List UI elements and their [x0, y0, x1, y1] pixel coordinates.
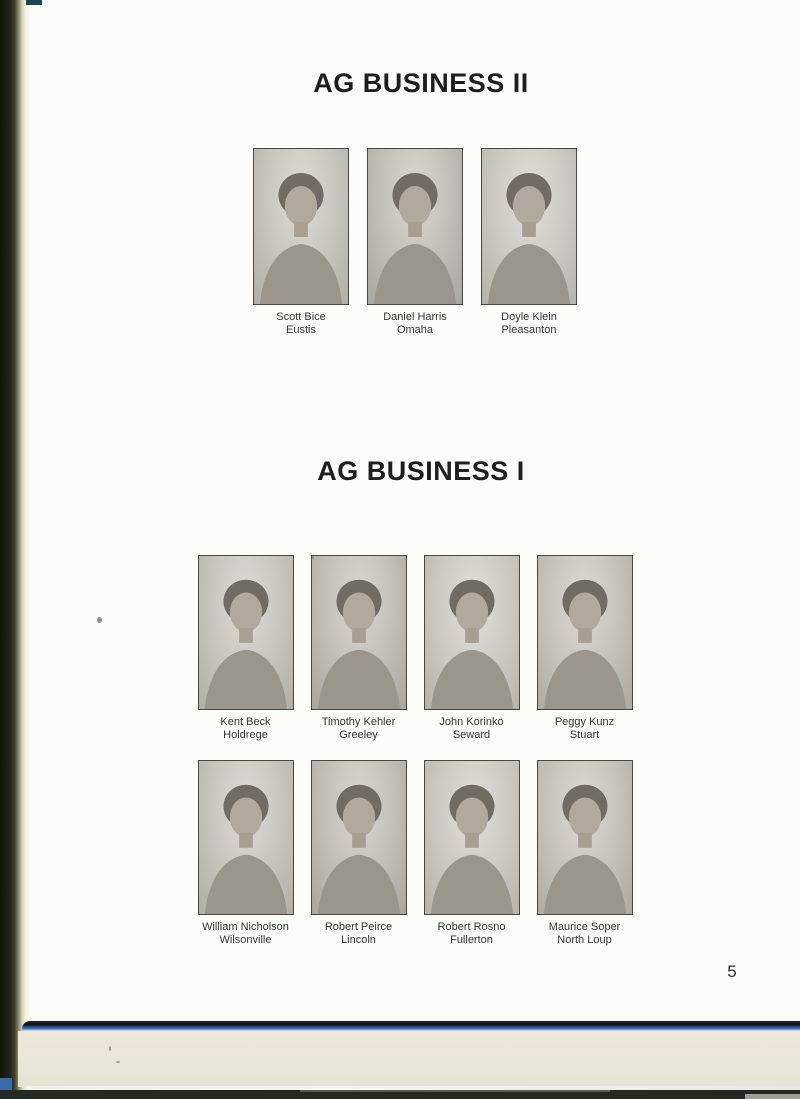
photo-row-ag-business-1-top: [30, 555, 800, 742]
under-page-cream: [18, 1031, 800, 1087]
person-silhouette-icon: [199, 761, 293, 914]
student-entry: [367, 148, 463, 337]
scan-speck: [97, 617, 102, 623]
portrait-photo: [481, 148, 577, 305]
student-entry: [424, 555, 520, 742]
student-name: Maurice Soper: [548, 921, 621, 933]
student-hometown: Eustis: [286, 324, 316, 336]
student-name: William Nicholson: [202, 921, 289, 933]
person-silhouette-icon: [425, 556, 519, 709]
student-hometown: Greeley: [339, 729, 378, 741]
scan-speck: [312, 556, 314, 559]
student-name: Timothy Kehler: [321, 716, 396, 728]
student-hometown: North Loup: [557, 934, 612, 946]
scan-speck: [109, 1046, 111, 1051]
page-number: 5: [727, 962, 737, 981]
portrait-photo: [367, 148, 463, 305]
student-name: Kent Beck: [220, 716, 271, 728]
portrait-photo: [311, 760, 407, 915]
student-hometown: Pleasanton: [501, 324, 557, 336]
student-hometown: Wilsonville: [219, 934, 272, 946]
student-name: Scott Bice: [276, 311, 326, 323]
portrait-photo: [537, 760, 633, 915]
student-entry: [198, 760, 294, 947]
photo-row-ag-business-2: [30, 148, 800, 337]
person-silhouette-icon: [312, 556, 406, 709]
portrait-photo: [311, 555, 407, 710]
student-hometown: Lincoln: [341, 934, 376, 946]
portrait-photo: [253, 148, 349, 305]
person-silhouette-icon: [538, 761, 632, 914]
person-silhouette-icon: [312, 761, 406, 914]
student-entry: [537, 555, 633, 742]
student-hometown: Omaha: [396, 324, 434, 336]
student-name: Robert Rosno: [437, 921, 506, 933]
section-title-ag-business-1: AG BUSINESS I: [317, 456, 525, 487]
student-name: Doyle Klein: [501, 311, 557, 323]
student-entry: [253, 148, 349, 337]
student-entry: [311, 760, 407, 947]
person-silhouette-icon: [538, 556, 632, 709]
photo-row-ag-business-1-bottom: [30, 760, 800, 947]
person-silhouette-icon: [368, 149, 462, 304]
portrait-photo: [424, 760, 520, 915]
section-title-ag-business-2: AG BUSINESS II: [313, 68, 529, 99]
student-hometown: Seward: [452, 729, 491, 741]
person-silhouette-icon: [254, 149, 348, 304]
portrait-photo: [424, 555, 520, 710]
binding-edge: [0, 0, 30, 1099]
portrait-photo: [198, 555, 294, 710]
student-hometown: Stuart: [569, 729, 600, 741]
student-hometown: Fullerton: [450, 934, 493, 946]
page-edge-notch: [26, 0, 42, 5]
person-silhouette-icon: [199, 556, 293, 709]
student-name: Peggy Kunz: [554, 716, 615, 728]
portrait-photo: [537, 555, 633, 710]
student-name: John Korinko: [439, 716, 504, 728]
student-entry: [311, 555, 407, 742]
page-bottom-edge: [22, 1021, 800, 1031]
portrait-photo: [198, 760, 294, 915]
scan-bottom-band-highlight: [300, 1090, 610, 1092]
student-entry: [481, 148, 577, 337]
person-silhouette-icon: [425, 761, 519, 914]
scan-speck: [116, 1061, 120, 1063]
student-entry: [198, 555, 294, 742]
student-entry: [424, 760, 520, 947]
student-hometown: Holdrege: [223, 729, 268, 741]
student-name: Daniel Harris: [383, 311, 447, 323]
student-name: Robert Peirce: [324, 921, 393, 933]
scan-bottom-band-gray: [745, 1094, 800, 1099]
student-entry: [537, 760, 633, 947]
person-silhouette-icon: [482, 149, 576, 304]
